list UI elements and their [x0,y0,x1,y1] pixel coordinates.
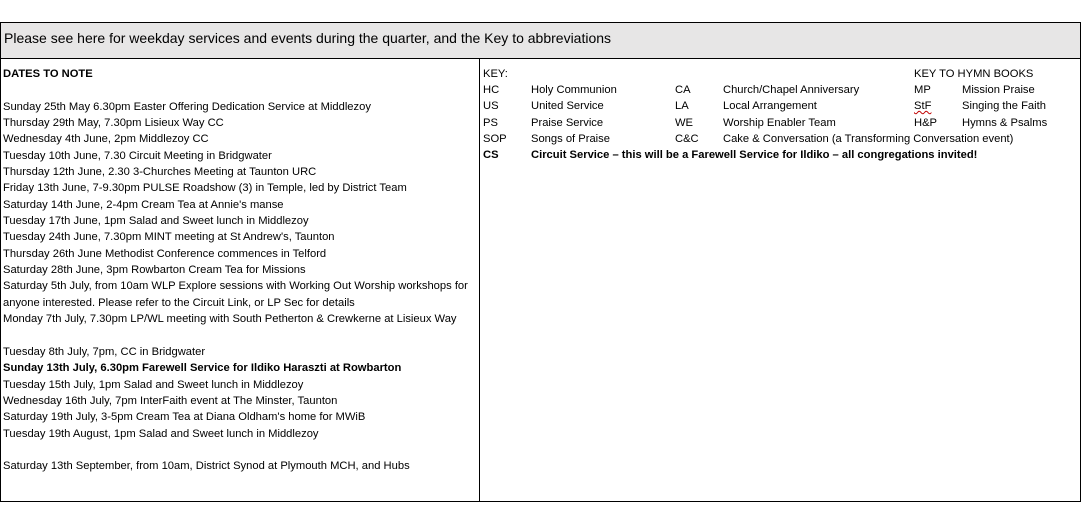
key-abbr: US [483,100,499,112]
date-entry: Wednesday 4th June, 2pm Middlezoy CC [3,133,209,146]
key-abbr: WE [675,117,694,129]
key-cell [480,59,1080,501]
key-meaning-cs: Circuit Service – this will be a Farewell Service for Ildiko – all congregations invited! [531,149,978,161]
hymn-books-title: KEY TO HYMN BOOKS [914,68,1034,80]
date-entry: Tuesday 19th August, 1pm Salad and Sweet lunch in Middlezoy [3,427,319,440]
hymn-abbr: MP [914,84,931,96]
key-abbr: HC [483,84,500,96]
date-entry: Monday 7th July, 7.30pm LP/WL meeting with South Petherton & Crewkerne at Lisieux Way [3,313,457,326]
hymn-abbr: StF [914,100,932,112]
key-abbr: LA [675,100,689,112]
date-entry: Tuesday 24th June, 7.30pm MINT meeting at St Andrew's, Taunton [3,231,335,244]
key-meaning: Local Arrangement [723,100,817,112]
hymn-meaning: Mission Praise [962,84,1035,96]
key-meaning: United Service [531,100,604,112]
spacer [3,82,479,98]
date-entry: Wednesday 16th July, 7pm InterFaith event at The Minster, Taunton [3,394,338,407]
dates-title: DATES TO NOTE [3,68,93,80]
date-entry: Tuesday 10th June, 7.30 Circuit Meeting in Bridgwater [3,149,272,162]
key-abbr: SOP [483,133,507,145]
date-entry: Tuesday 17th June, 1pm Salad and Sweet lunch in Middlezoy [3,215,309,228]
dates-to-note-cell [1,59,480,501]
table-body-row [1,59,1080,502]
key-meaning: Worship Enabler Team [723,117,836,129]
date-entry: Sunday 13th July, 6.30pm Farewell Service for Ildiko Haraszti at Rowbarton [3,362,402,375]
spacer [3,442,479,458]
date-entry: Saturday 28th June, 3pm Rowbarton Cream Tea for Missions [3,264,306,277]
document-table [0,22,1081,502]
key-abbr-cs: CS [483,149,499,161]
key-meaning: Praise Service [531,117,604,129]
key-meaning: Songs of Praise [531,133,610,145]
key-abbr: C&C [675,133,699,145]
date-entry: Thursday 29th May, 7.30pm Lisieux Way CC [3,117,224,130]
key-abbr: CA [675,84,691,96]
date-entry: Thursday 12th June, 2.30 3-Churches Meeting at Taunton URC [3,166,317,179]
key-title: KEY: [483,68,508,80]
key-meaning: Cake & Conversation (a Transforming Conversation event) [723,133,1014,145]
date-entry: Sunday 25th May 6.30pm Easter Offering Dedication Service at Middlezoy [3,100,371,113]
date-entry: Saturday 5th July, from 10am WLP Explore sessions with Working Out Worship workshops for anyone interested. Please refer to the Circuit Link, or LP Sec for details [3,280,468,309]
table-header: Please see here for weekday services and events during the quarter, and the Key to abbreviations [1,22,1080,59]
hymn-meaning: Hymns & Psalms [962,117,1048,129]
key-meaning: Holy Communion [531,84,617,96]
date-entry: Saturday 19th July, 3-5pm Cream Tea at Diana Oldham's home for MWiB [3,411,366,424]
hymn-abbr: H&P [914,117,938,129]
hymn-meaning: Singing the Faith [962,100,1046,112]
date-entry: Tuesday 8th July, 7pm, CC in Bridgwater [3,345,206,358]
date-entry: Saturday 13th September, from 10am, District Synod at Plymouth MCH, and Hubs [3,460,410,473]
date-entry: Thursday 26th June Methodist Conference commences in Telford [3,247,327,260]
key-meaning: Church/Chapel Anniversary [723,84,860,96]
dates-list [3,99,479,475]
date-entry: Saturday 14th June, 2-4pm Cream Tea at Annie's manse [3,198,284,211]
key-abbr: PS [483,117,498,129]
date-entry: Tuesday 15th July, 1pm Salad and Sweet lunch in Middlezoy [3,378,304,391]
date-entry: Friday 13th June, 7-9.30pm PULSE Roadshow (3) in Temple, led by District Team [3,182,407,195]
